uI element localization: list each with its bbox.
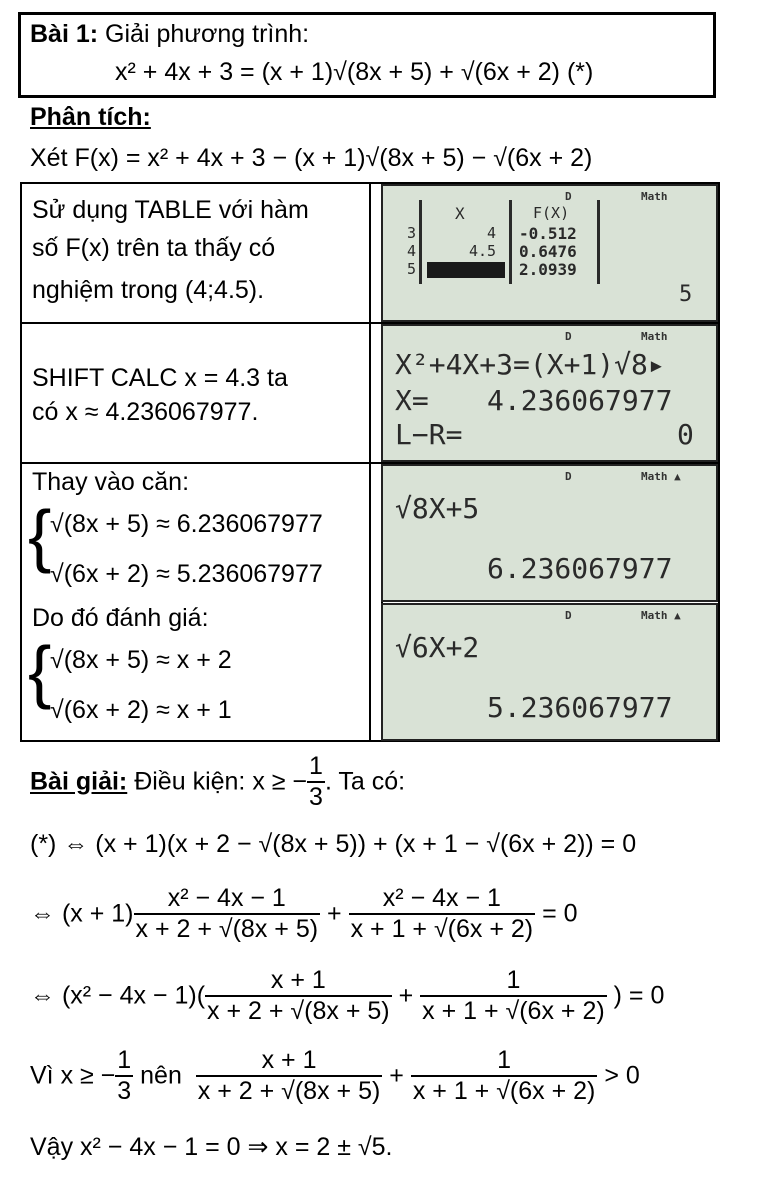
analysis-define: Xét F(x) = x² + 4x + 3 − (x + 1)√(8x + 5) − √(6x + 2) [30,144,593,172]
calc-screen-table [381,184,718,322]
calc-screen-root2 [381,603,718,741]
line4-mid: nên [133,1061,189,1090]
problem-label: Bài 1: [30,20,99,48]
table-f-val: 2.0939 [519,260,577,279]
solution-line4 [30,1046,640,1106]
fraction-num: x + 1 [205,966,392,997]
line4-cond-frac [115,1046,133,1106]
table-row-num: 5 [407,260,417,278]
table-x-val: 4 [487,224,497,242]
solve-lr-label: L−R= [395,418,463,451]
line4-prefix: Vì x ≥ − [30,1061,116,1090]
line4-frac2 [411,1046,598,1106]
fraction-num: 1 [420,966,607,997]
system-brace: { [28,496,52,574]
line3-frac2 [420,966,607,1026]
problem-statement [30,20,309,49]
step3-sys2-line1: √(8x + 5) ≈ x + 2 [50,646,232,674]
solution-heading-line [30,752,405,818]
plus-sign: + [389,1061,404,1090]
line2-prefix: ⇔ (x + 1) [30,899,134,928]
step2-line2: có x ≈ 4.236067977. [32,398,259,426]
plus-sign: + [398,981,414,1010]
d-indicator: D [565,470,572,483]
step1-line1: Sử dụng TABLE với hàm [32,196,309,224]
fraction-den: x + 2 + √(8x + 5) [207,997,390,1025]
plus-sign: + [327,899,342,928]
line3-suffix: ) = 0 [613,981,665,1010]
fraction-num: 1 [307,752,325,783]
fraction-den: 3 [309,783,323,811]
line3-prefix: ⇔ (x² − 4x − 1)( [30,981,206,1010]
root2-expr: √6X+2 [395,631,480,664]
solution-line2 [30,884,578,944]
root1-value: 6.236067977 [487,552,673,585]
calc-screen-solve [381,324,718,462]
d-indicator: D [565,609,572,622]
step2-line1: SHIFT CALC x = 4.3 ta [32,364,288,392]
math-indicator: Math ▲ [641,609,681,622]
line2-suffix: = 0 [542,899,578,928]
fraction-den: x + 2 + √(8x + 5) [135,915,319,943]
math-indicator: Math ▲ [641,470,681,483]
analysis-heading: Phân tích: [30,103,151,131]
table-x-val: 4.5 [469,242,497,260]
condition-fraction [307,752,325,812]
line2-frac1 [134,884,321,944]
solve-x-value: 4.236067977 [487,384,673,417]
fraction-den: x + 1 + √(6x + 2) [412,1077,596,1105]
solution-line3 [30,966,664,1026]
step3-title: Thay vào căn: [32,468,190,496]
table-row-num: 4 [407,242,417,260]
d-indicator: D [565,330,572,343]
d-indicator: D [565,190,572,203]
solution-condition-post: . Ta có: [324,767,406,796]
solution-heading: Bài giải: [30,767,128,796]
solve-equation: X²+4X+3=(X+1)√8▸ [395,348,665,381]
problem-equation: x² + 4x + 3 = (x + 1)√(8x + 5) + √(6x + 2) [115,58,560,86]
table-cursor [427,262,505,278]
calc-screen-root1 [381,464,718,602]
line4-suffix: > 0 [604,1061,640,1090]
fraction-num: x + 1 [196,1046,383,1077]
problem-tag: (*) [566,58,594,86]
step3-title2: Do đó đánh giá: [32,604,209,632]
table-col-f: F(X) [533,204,570,222]
step1-line2: số F(x) trên ta thấy có [32,234,276,262]
math-indicator: Math [641,190,668,203]
fraction-num: 1 [411,1046,598,1077]
fraction-den: 3 [117,1077,132,1105]
table-corner-value: 5 [679,282,693,307]
table-f-val: -0.512 [519,224,577,243]
system-brace: { [28,632,52,710]
solve-x-label: X= [395,384,429,417]
step1-line3: nghiệm trong (4;4.5). [32,276,265,304]
step3-sys2-line2: √(6x + 2) ≈ x + 1 [50,696,232,724]
line3-frac1 [205,966,392,1026]
fraction-den: x + 1 + √(6x + 2) [422,997,605,1025]
fraction-den: x + 2 + √(8x + 5) [197,1077,381,1105]
table-f-val: 0.6476 [519,242,577,261]
step3-sys-line2: √(6x + 2) ≈ 5.236067977 [50,560,323,588]
solution-line1: (*) ⇔ (x + 1)(x + 2 − √(8x + 5)) + (x + 1 − √(6x + 2)) = 0 [30,830,637,858]
fraction-num: 1 [115,1046,133,1077]
problem-equation-line [115,58,593,87]
fraction-num: x² − 4x − 1 [349,884,536,915]
math-indicator: Math [641,330,668,343]
fraction-num: x² − 4x − 1 [134,884,321,915]
line2-frac2 [349,884,536,944]
table-col-x: X [455,204,465,223]
table-row-num: 3 [407,224,417,242]
solution-condition-pre: Điều kiện: x ≥ − [134,767,308,796]
solution-line5: Vậy x² − 4x − 1 = 0 ⇒ x = 2 ± √5. [30,1133,393,1161]
line4-frac1 [196,1046,383,1106]
root2-value: 5.236067977 [487,691,673,724]
solve-lr-value: 0 [677,418,694,451]
root1-expr: √8X+5 [395,492,480,525]
fraction-den: x + 1 + √(6x + 2) [350,915,534,943]
problem-text: Giải phương trình: [105,20,310,48]
step3-sys-line1: √(8x + 5) ≈ 6.236067977 [50,510,323,538]
